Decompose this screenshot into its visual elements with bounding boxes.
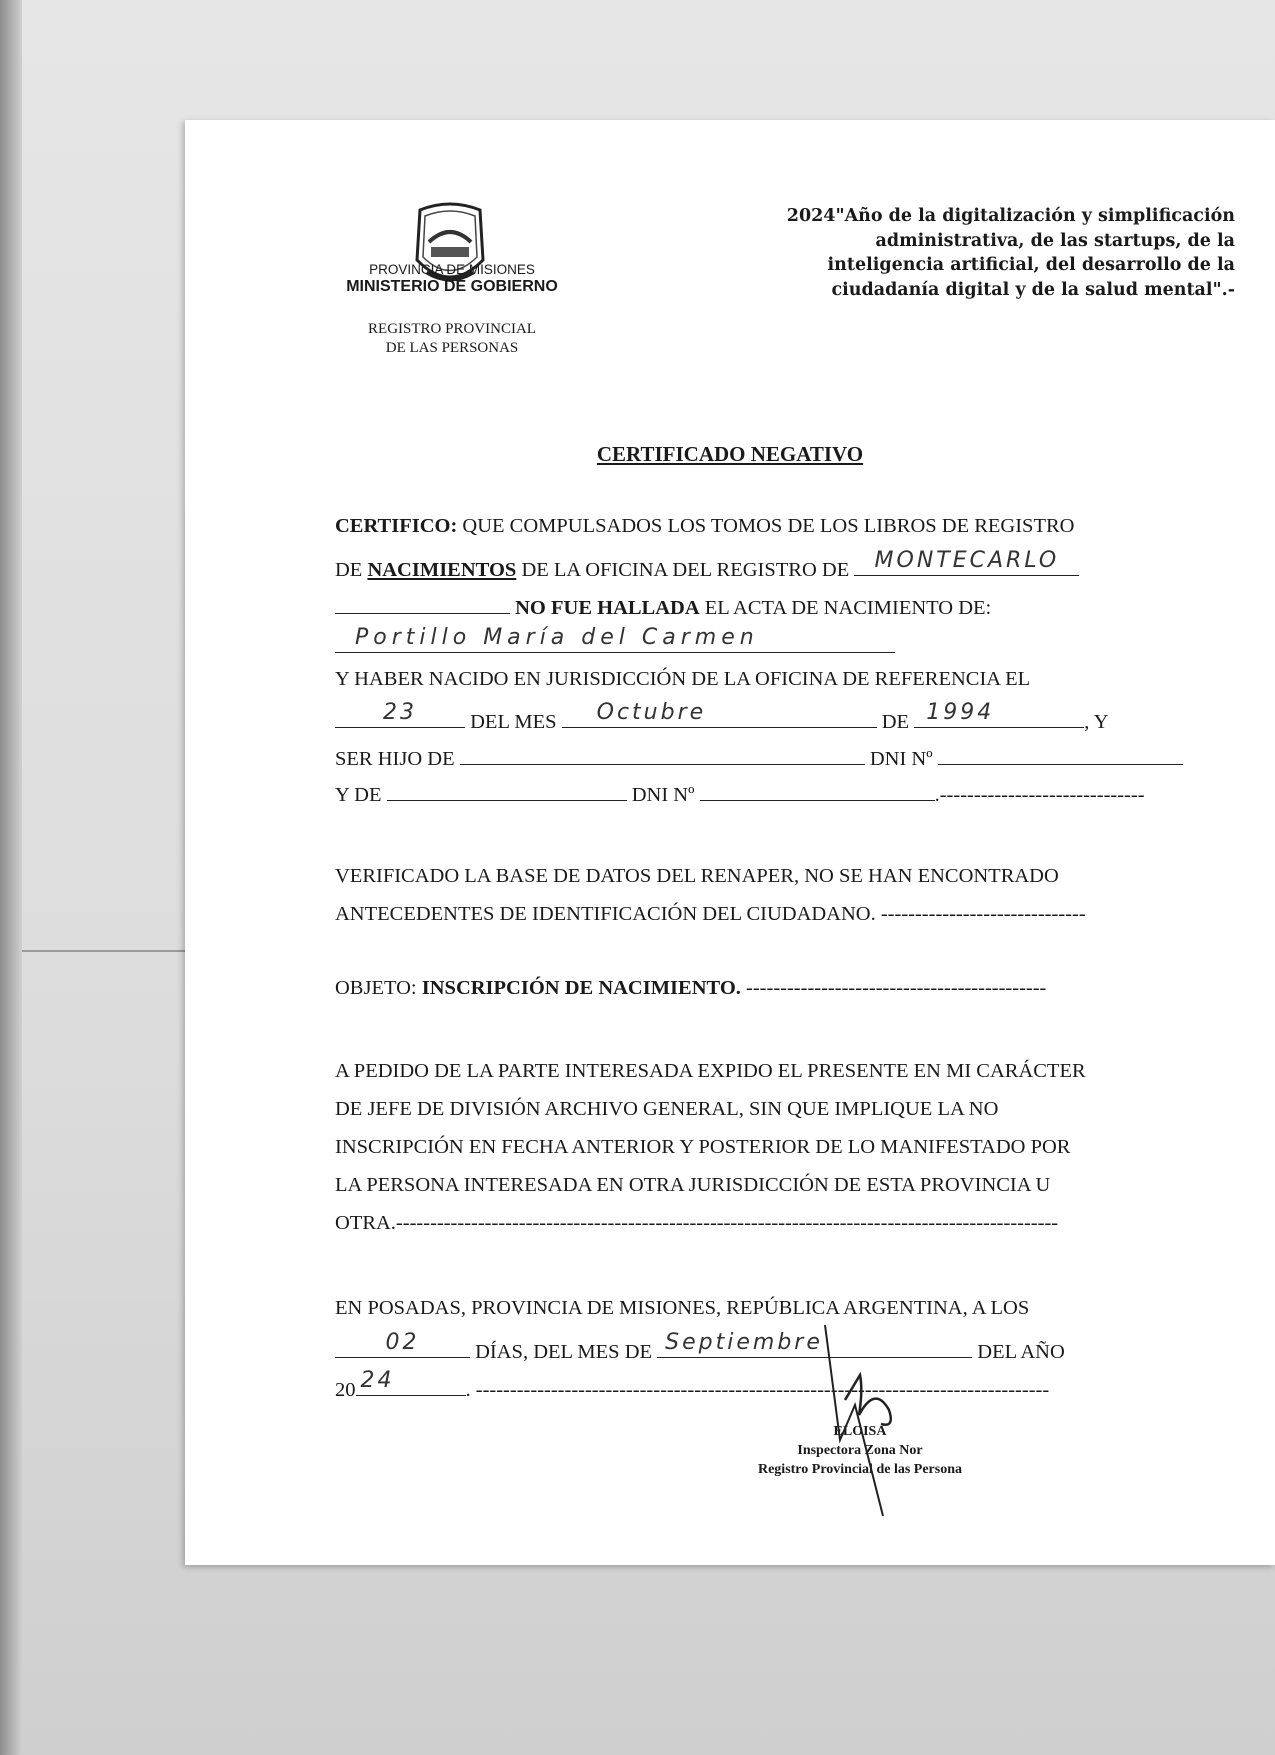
birth-year-field (914, 700, 1084, 728)
father-dni-field (938, 742, 1183, 765)
not-found-text: EL ACTA DE NACIMIENTO DE: (699, 597, 992, 619)
issue-year-handwritten: 24 (360, 1368, 395, 1393)
de-text: DE (335, 559, 368, 581)
request-line3: INSCRIPCIÓN EN FECHA ANTERIOR Y POSTERIOR DE LO MANIFESTADO POR (335, 1136, 1071, 1158)
mother-line (335, 778, 1145, 807)
ministry-label: MINISTERIO DE GOBIERNO (346, 278, 558, 295)
request-line5: OTRA.------------------------------------------------------------------------------------------------- (335, 1212, 1059, 1234)
document-title: CERTIFICADO NEGATIVO (596, 442, 864, 466)
slogan-line: administrativa, de las startups, de la (875, 230, 1235, 251)
slogan-line: ciudadanía digital y de la salud mental".- (831, 279, 1235, 300)
name-field (335, 625, 895, 653)
mother-label: Y DE (335, 784, 382, 806)
birth-date-line (335, 700, 1109, 734)
issue-month-handwritten: Septiembre (665, 1330, 823, 1355)
registry-label-line1: REGISTRO PROVINCIAL (368, 321, 536, 337)
year-prefix: 20 (335, 1379, 356, 1401)
mother-dni-field (700, 778, 935, 801)
birth-year-handwritten: 1994 (926, 700, 995, 725)
province-label: PROVINCIA DE MISIONES (369, 262, 535, 277)
objeto-tail: -------------------------------------------- (740, 977, 1047, 999)
stamp-name: ELOISA (833, 1424, 887, 1439)
request-line4: LA PERSONA INTERESADA EN OTRA JURISDICCIÓN DE ESTA PROVINCIA U (335, 1174, 1051, 1196)
not-found-label: NO FUE HALLADA (515, 597, 700, 619)
certifico-label: CERTIFICO: (335, 515, 458, 537)
handwritten-signature-icon (805, 1320, 955, 1520)
office-handwritten: MONTECARLO (874, 548, 1060, 573)
de-year-label: DE (881, 711, 910, 733)
mother-field (387, 778, 627, 801)
request-line2: DE JEFE DE DIVISIÓN ARCHIVO GENERAL, SIN QUE IMPLIQUE LA NO (335, 1098, 999, 1120)
certificate-page (185, 120, 1275, 1565)
objeto-value: INSCRIPCIÓN DE NACIMIENTO. (421, 977, 741, 999)
issue-year-label: DEL AÑO (977, 1341, 1065, 1363)
registry-label-line2: DE LAS PERSONAS (385, 340, 519, 356)
stamp-org: Registro Provincial de las Persona (757, 1462, 963, 1477)
mother-dni-label: DNI Nº (631, 784, 695, 806)
objeto-label: OBJETO: (335, 977, 422, 999)
birth-month-handwritten: Octubre (596, 700, 707, 725)
slogan-block (715, 204, 1235, 302)
slogan-line: 2024"Año de la digitalización y simplificación (786, 206, 1235, 226)
father-label: SER HIJO DE (335, 748, 455, 770)
name-handwritten: Portillo María del Carmen (355, 625, 759, 650)
blank-field (335, 591, 510, 614)
del-mes-label: DEL MES (470, 711, 557, 733)
name-line (335, 625, 895, 659)
nacimientos-label: NACIMIENTOS (367, 559, 517, 581)
slogan-line: inteligencia artificial, del desarrollo de la (827, 255, 1235, 275)
office-field (854, 548, 1079, 576)
father-dni-label: DNI Nº (869, 748, 933, 770)
birth-jurisdiction-line: Y HABER NACIDO EN JURISDICCIÓN DE LA OFICINA DE REFERENCIA EL (335, 668, 1031, 690)
certifico-text: QUE COMPULSADOS LOS TOMOS DE LOS LIBROS DE REGISTRO (457, 515, 1075, 537)
issue-day-handwritten: 02 (385, 1330, 420, 1355)
objeto-line (335, 977, 1046, 1000)
not-found-line (335, 591, 991, 620)
birth-month-field (562, 700, 877, 728)
renaper-line2: ANTECEDENTES DE IDENTIFICACIÓN DEL CIUDADANO. ------------------------------ (335, 903, 1086, 925)
issue-year-field (356, 1368, 466, 1396)
stamp-role: Inspectora Zona Nor (797, 1443, 923, 1458)
issue-day-field (335, 1330, 470, 1358)
issue-year-tail: . ------------------------------------------------------------------------------------ (465, 1379, 1050, 1401)
background-line (0, 950, 190, 952)
certifico-line (335, 515, 1074, 538)
birth-day-field (335, 700, 465, 728)
renaper-line1: VERIFICADO LA BASE DE DATOS DEL RENAPER, NO SE HAN ENCONTRADO (335, 865, 1059, 887)
mother-line-tail: .------------------------------ (934, 784, 1145, 806)
birth-day-handwritten: 23 (383, 700, 417, 725)
father-line (335, 742, 1183, 771)
issue-date-line (335, 1330, 1065, 1364)
registry-office-line (335, 548, 1079, 582)
issue-days-label: DÍAS, DEL MES DE (475, 1341, 653, 1363)
office-text: DE LA OFICINA DEL REGISTRO DE (516, 559, 855, 581)
issue-place-line: EN POSADAS, PROVINCIA DE MISIONES, REPÚBLICA ARGENTINA, A LOS (335, 1297, 1030, 1319)
father-field (460, 742, 865, 765)
scan-edge-shadow (0, 0, 22, 1755)
y-label: , Y (1084, 711, 1109, 733)
request-line1: A PEDIDO DE LA PARTE INTERESADA EXPIDO EL PRESENTE EN MI CARÁCTER (335, 1060, 1086, 1082)
